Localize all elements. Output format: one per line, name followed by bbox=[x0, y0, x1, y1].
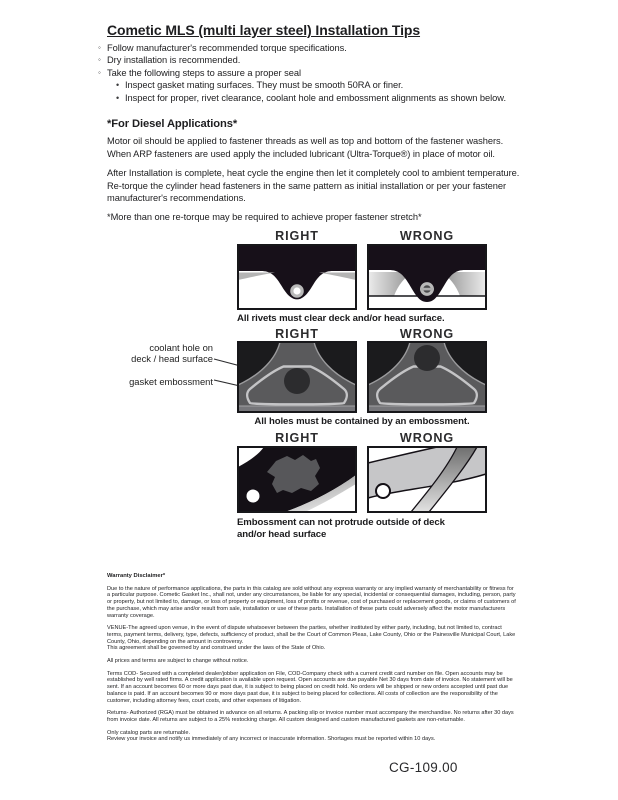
figure-wrong-label: WRONG bbox=[399, 327, 455, 341]
warranty-heading: Warranty Disclaimer* bbox=[107, 573, 166, 579]
figure-right-label: RIGHT bbox=[275, 229, 319, 243]
warranty-paragraph: VENUE-The agreed upon venue, in the event of dispute whatsoever between the parties, whether instituted by either party, including, but not limited to, contract terms, payment terms, delivery, type, defects, sufficiency of product, shall be the Court of Common Pleas, Lake County, Ohio or the Painesville Municipal Court, Lake County, Ohio, depending on the amount in controversy. bbox=[107, 625, 516, 645]
rivet-wrong-diagram bbox=[367, 244, 487, 310]
warranty-paragraph: Terms COD- Secured with a completed dealer/jobber application on File, COD-Company check with a current credit card number on file. Open accounts may be established by well rated firms. A credit application is available upon request. Open accounts are due payable Net 30 days from date of invoice. No statement will be sent. If an account becomes 60 or more days past due, it is subject to being placed on credit hold. No orders will be shipped or new orders accepted until past due balance is paid. If an account becomes 90 or more days past due, it is subject to being placed for collections. All costs of collection are the responsibility of the customer, including attorney fees, court costs, and other expenses of litigation. bbox=[107, 670, 513, 704]
figure-caption: All holes must be contained by an embossment. bbox=[254, 416, 470, 427]
tip-item bbox=[98, 54, 506, 66]
warranty-paragraph: This agreement shall be governed by and construed under the laws of the State of Ohio. bbox=[107, 645, 326, 652]
figure-rivet-clearance bbox=[237, 229, 487, 329]
figure-caption: Embossment can not protrude outside of deck and/or head surface bbox=[237, 517, 445, 540]
bullet-circle-icon: ◦ bbox=[98, 55, 101, 65]
coolant-hole-icon bbox=[284, 368, 310, 394]
rivet-right-diagram bbox=[237, 244, 357, 310]
diesel-paragraph: Motor oil should be applied to fastener threads as well as top and bottom of the fastener washers. When ARP fasteners are used apply the included lubricant (Ultra-Torque®) in place of motor oil. bbox=[107, 136, 504, 159]
figure-wrong-label: WRONG bbox=[399, 229, 455, 243]
bolt-hole-icon bbox=[376, 484, 390, 498]
tip-item bbox=[98, 42, 506, 54]
sub-tip-item bbox=[116, 92, 506, 104]
figure-wrong-label: WRONG bbox=[399, 431, 455, 445]
warranty-paragraph: Review your invoice and notify us immediately of any incorrect or inaccurate information. Shortages must be reported within 10 days. bbox=[107, 736, 436, 743]
figure-caption: All rivets must clear deck and/or head surface. bbox=[237, 313, 445, 324]
warranty-paragraph: All prices and terms are subject to change without notice. bbox=[107, 658, 249, 665]
warranty-disclaimer bbox=[107, 573, 516, 743]
embossment-right-diagram bbox=[237, 341, 357, 413]
warranty-paragraph: Returns- Authorized (RGA) must be obtained in advance on all returns. A packing slip or invoice number must accompany the merchandise. No returns after 30 days from invoice date. All returns are subject to a 25% restocking charge. All custom designed and custom manufactured gaskets are non-returnable. bbox=[107, 710, 514, 723]
coolant-hole-icon bbox=[414, 345, 440, 371]
sub-tip-text: Inspect gasket mating surfaces. They must be smooth 50RA or finer. bbox=[125, 80, 404, 91]
figure-embossment-protrusion bbox=[237, 431, 487, 551]
tip-text: Follow manufacturer's recommended torque specifications. bbox=[107, 43, 347, 53]
warranty-paragraph: Due to the nature of performance applications, the parts in this catalog are sold without any express warranty or any implied warranty of merchantability or fitness for a particular purpose. Cometic Gasket Inc., shall not, under any circumstances, be liable for any special, incidental or consequential damages, including, person, party or property, but not limited to, damage, or loss of property or equipment, loss of profits or revenue, cost of purchased or replacement goods, or claims of customers of the purchase, which may arise and/or result from sale, installation or use of these parts. Installation of these parts could adversely affect the motor manufacturers warranty coverage. bbox=[107, 585, 516, 619]
figure-right-label: RIGHT bbox=[275, 431, 319, 445]
diesel-paragraph: After Installation is complete, heat cycle the engine then let it completely cool to ambient temperature. Re-torque the cylinder head fasteners in the same pattern as initial installation or per your fastener manufacturer's recommendations. bbox=[107, 168, 520, 204]
bullet-dot-icon: • bbox=[116, 80, 120, 91]
sub-tip-item bbox=[116, 79, 506, 91]
annotation-gasket-embossment: gasket embossment bbox=[129, 376, 213, 387]
tip-item bbox=[98, 67, 506, 79]
figure-hole-embossment bbox=[100, 327, 490, 429]
retorque-note: *More than one re-torque may be required to achieve proper fastener stretch* bbox=[107, 212, 422, 222]
installation-tips-list bbox=[98, 42, 506, 104]
page-code: CG-109.00 bbox=[389, 760, 458, 775]
bolt-hole-icon bbox=[247, 490, 260, 503]
page-title: Cometic MLS (multi layer steel) Installation Tips bbox=[107, 22, 421, 38]
protrusion-wrong-diagram bbox=[367, 446, 487, 513]
diesel-section-heading: *For Diesel Applications* bbox=[107, 118, 238, 130]
bullet-circle-icon: ◦ bbox=[98, 43, 101, 52]
figure-right-label: RIGHT bbox=[275, 327, 319, 341]
warranty-paragraph: Only catalog parts are returnable. bbox=[107, 729, 191, 736]
sub-tip-text: Inspect for proper, rivet clearance, coolant hole and embossment alignments as shown below. bbox=[125, 92, 506, 103]
protrusion-right-diagram bbox=[237, 446, 357, 513]
annotation-coolant-hole: coolant hole on deck / head surface bbox=[131, 342, 213, 365]
embossment-wrong-diagram bbox=[367, 341, 487, 413]
tip-text: Dry installation is recommended. bbox=[107, 55, 241, 66]
bullet-dot-icon: • bbox=[116, 92, 120, 103]
bullet-circle-icon: ◦ bbox=[98, 67, 101, 77]
tip-text: Take the following steps to assure a proper seal bbox=[107, 67, 301, 78]
